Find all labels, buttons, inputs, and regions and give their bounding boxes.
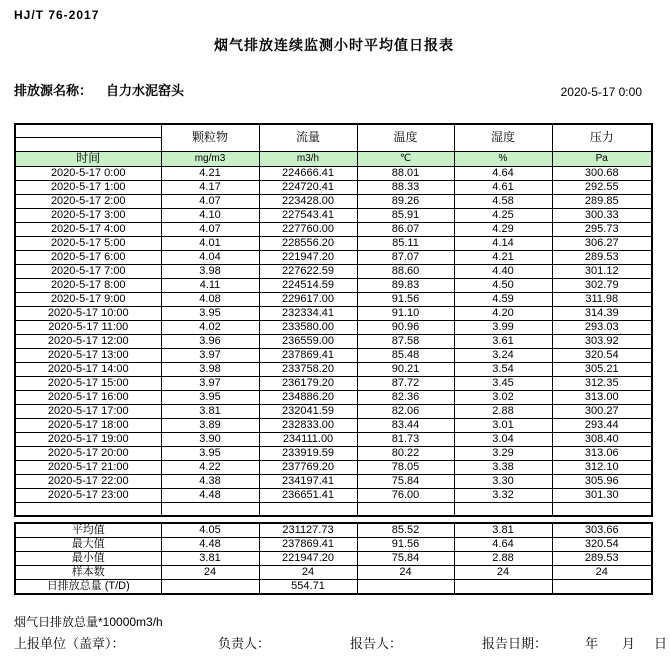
value-cell: 3.61 bbox=[454, 334, 552, 348]
value-cell: 82.36 bbox=[357, 390, 454, 404]
summary-row bbox=[15, 538, 652, 552]
table-row bbox=[15, 474, 652, 488]
table-row bbox=[15, 278, 652, 292]
value-cell: 301.12 bbox=[552, 264, 652, 278]
value-cell: 305.96 bbox=[552, 474, 652, 488]
value-cell: 221947.20 bbox=[259, 250, 357, 264]
value-cell: 233919.59 bbox=[259, 446, 357, 460]
column-header-pressure: 压力 bbox=[552, 124, 652, 151]
value-cell: 78.05 bbox=[357, 460, 454, 474]
value-cell: 3.96 bbox=[161, 334, 259, 348]
unit-pressure: Pa bbox=[552, 151, 652, 166]
table-row bbox=[15, 418, 652, 432]
value-cell: 236559.00 bbox=[259, 334, 357, 348]
value-cell: 4.08 bbox=[161, 292, 259, 306]
unit-pm: mg/m3 bbox=[161, 151, 259, 166]
value-cell: 3.99 bbox=[454, 320, 552, 334]
summary-value-cell: 2.88 bbox=[454, 552, 552, 566]
value-cell: 4.40 bbox=[454, 264, 552, 278]
time-cell: 2020-5-17 15:00 bbox=[15, 376, 161, 390]
column-header-temperature: 温度 bbox=[357, 124, 454, 151]
summary-row bbox=[15, 552, 652, 566]
empty-cell bbox=[357, 502, 454, 516]
value-cell: 3.90 bbox=[161, 432, 259, 446]
summary-rows bbox=[15, 523, 652, 594]
value-cell: 289.85 bbox=[552, 194, 652, 208]
value-cell: 82.06 bbox=[357, 404, 454, 418]
value-cell: 234111.00 bbox=[259, 432, 357, 446]
value-cell: 4.07 bbox=[161, 222, 259, 236]
time-cell: 2020-5-17 13:00 bbox=[15, 348, 161, 362]
value-cell: 4.04 bbox=[161, 250, 259, 264]
value-cell: 4.20 bbox=[454, 306, 552, 320]
value-cell: 4.21 bbox=[454, 250, 552, 264]
value-cell: 236179.20 bbox=[259, 376, 357, 390]
header-blank-top bbox=[15, 124, 161, 138]
value-cell: 236651.41 bbox=[259, 488, 357, 502]
value-cell: 3.45 bbox=[454, 376, 552, 390]
report-title: 烟气排放连续监测小时平均值日报表 bbox=[214, 37, 454, 53]
table-row bbox=[15, 250, 652, 264]
time-cell: 2020-5-17 22:00 bbox=[15, 474, 161, 488]
summary-table bbox=[14, 522, 653, 595]
value-cell: 3.89 bbox=[161, 418, 259, 432]
value-cell: 4.17 bbox=[161, 180, 259, 194]
table-row bbox=[15, 264, 652, 278]
summary-value-cell bbox=[357, 580, 454, 595]
value-cell: 4.48 bbox=[161, 488, 259, 502]
value-cell: 237769.20 bbox=[259, 460, 357, 474]
time-cell: 2020-5-17 11:00 bbox=[15, 320, 161, 334]
value-cell: 87.72 bbox=[357, 376, 454, 390]
summary-value-cell bbox=[161, 580, 259, 595]
value-cell: 4.10 bbox=[161, 208, 259, 222]
empty-cell bbox=[15, 502, 161, 516]
time-cell: 2020-5-17 14:00 bbox=[15, 362, 161, 376]
value-cell: 85.91 bbox=[357, 208, 454, 222]
table-row bbox=[15, 236, 652, 250]
unit-temperature: ℃ bbox=[357, 151, 454, 166]
summary-value-cell: 3.81 bbox=[454, 523, 552, 538]
empty-cell bbox=[259, 502, 357, 516]
summary-label: 样本数 bbox=[15, 566, 161, 580]
time-cell: 2020-5-17 17:00 bbox=[15, 404, 161, 418]
signature-line bbox=[14, 633, 668, 651]
value-cell: 91.10 bbox=[357, 306, 454, 320]
time-cell: 2020-5-17 5:00 bbox=[15, 236, 161, 250]
table-row bbox=[15, 194, 652, 208]
time-cell: 2020-5-17 16:00 bbox=[15, 390, 161, 404]
value-cell: 89.26 bbox=[357, 194, 454, 208]
table-row bbox=[15, 488, 652, 502]
summary-row bbox=[15, 523, 652, 538]
value-cell: 4.29 bbox=[454, 222, 552, 236]
time-cell: 2020-5-17 10:00 bbox=[15, 306, 161, 320]
value-cell: 88.01 bbox=[357, 166, 454, 180]
value-cell: 232334.41 bbox=[259, 306, 357, 320]
value-cell: 91.56 bbox=[357, 292, 454, 306]
year-label: 年 bbox=[585, 636, 599, 651]
summary-label: 平均值 bbox=[15, 523, 161, 538]
total-emission-note: 烟气日排放总量*10000m3/h bbox=[14, 615, 163, 629]
value-cell: 3.01 bbox=[454, 418, 552, 432]
value-cell: 300.68 bbox=[552, 166, 652, 180]
value-cell: 223428.00 bbox=[259, 194, 357, 208]
summary-value-cell: 231127.73 bbox=[259, 523, 357, 538]
source-line bbox=[14, 80, 654, 99]
time-header: 时间 bbox=[15, 151, 161, 166]
value-cell: 224666.41 bbox=[259, 166, 357, 180]
value-cell: 4.02 bbox=[161, 320, 259, 334]
source-name: 自力水泥窑头 bbox=[106, 83, 185, 98]
value-cell: 76.00 bbox=[357, 488, 454, 502]
table-row bbox=[15, 180, 652, 194]
value-cell: 90.21 bbox=[357, 362, 454, 376]
value-cell: 3.97 bbox=[161, 376, 259, 390]
summary-value-cell: 237869.41 bbox=[259, 538, 357, 552]
time-cell: 2020-5-17 4:00 bbox=[15, 222, 161, 236]
value-cell: 3.29 bbox=[454, 446, 552, 460]
value-cell: 4.07 bbox=[161, 194, 259, 208]
summary-value-cell: 24 bbox=[161, 566, 259, 580]
table-row bbox=[15, 348, 652, 362]
value-cell: 90.96 bbox=[357, 320, 454, 334]
value-cell: 87.58 bbox=[357, 334, 454, 348]
column-header-flow: 流量 bbox=[259, 124, 357, 151]
time-cell: 2020-5-17 1:00 bbox=[15, 180, 161, 194]
value-cell: 4.64 bbox=[454, 166, 552, 180]
value-cell: 4.14 bbox=[454, 236, 552, 250]
value-cell: 3.97 bbox=[161, 348, 259, 362]
value-cell: 88.33 bbox=[357, 180, 454, 194]
summary-value-cell: 24 bbox=[259, 566, 357, 580]
value-cell: 4.01 bbox=[161, 236, 259, 250]
data-rows bbox=[15, 166, 652, 502]
summary-value-cell: 3.81 bbox=[161, 552, 259, 566]
table-row bbox=[15, 166, 652, 180]
value-cell: 320.54 bbox=[552, 348, 652, 362]
day-label: 日 bbox=[654, 636, 668, 651]
value-cell: 4.25 bbox=[454, 208, 552, 222]
month-label: 月 bbox=[622, 636, 636, 651]
value-cell: 3.95 bbox=[161, 390, 259, 404]
value-cell: 81.73 bbox=[357, 432, 454, 446]
value-cell: 302.79 bbox=[552, 278, 652, 292]
summary-value-cell: 4.05 bbox=[161, 523, 259, 538]
value-cell: 303.92 bbox=[552, 334, 652, 348]
header-blank-bottom bbox=[15, 138, 161, 152]
value-cell: 228556.20 bbox=[259, 236, 357, 250]
source-label: 排放源名称： bbox=[14, 83, 93, 98]
summary-value-cell bbox=[454, 580, 552, 595]
value-cell: 227543.41 bbox=[259, 208, 357, 222]
responsible-person-label: 负责人： bbox=[218, 636, 271, 651]
value-cell: 314.39 bbox=[552, 306, 652, 320]
value-cell: 293.03 bbox=[552, 320, 652, 334]
value-cell: 80.22 bbox=[357, 446, 454, 460]
reporting-unit-label: 上报单位（盖章）： bbox=[14, 636, 125, 651]
value-cell: 3.54 bbox=[454, 362, 552, 376]
unit-humidity: % bbox=[454, 151, 552, 166]
time-cell: 2020-5-17 9:00 bbox=[15, 292, 161, 306]
summary-value-cell: 4.48 bbox=[161, 538, 259, 552]
summary-value-cell: 24 bbox=[552, 566, 652, 580]
reporter-label: 报告人： bbox=[350, 636, 403, 651]
summary-row bbox=[15, 566, 652, 580]
value-cell: 75.84 bbox=[357, 474, 454, 488]
table-row bbox=[15, 334, 652, 348]
value-cell: 229617.00 bbox=[259, 292, 357, 306]
value-cell: 308.40 bbox=[552, 432, 652, 446]
time-cell: 2020-5-17 6:00 bbox=[15, 250, 161, 264]
value-cell: 3.24 bbox=[454, 348, 552, 362]
value-cell: 3.30 bbox=[454, 474, 552, 488]
value-cell: 289.53 bbox=[552, 250, 652, 264]
value-cell: 224720.41 bbox=[259, 180, 357, 194]
value-cell: 3.95 bbox=[161, 446, 259, 460]
empty-cell bbox=[552, 502, 652, 516]
table-header bbox=[15, 124, 652, 166]
time-cell: 2020-5-17 7:00 bbox=[15, 264, 161, 278]
value-cell: 227622.59 bbox=[259, 264, 357, 278]
summary-value-cell: 24 bbox=[454, 566, 552, 580]
emission-source bbox=[14, 80, 184, 99]
value-cell: 3.98 bbox=[161, 362, 259, 376]
hourly-data-table bbox=[14, 123, 653, 517]
value-cell: 312.10 bbox=[552, 460, 652, 474]
table-row bbox=[15, 376, 652, 390]
empty-cell bbox=[454, 502, 552, 516]
value-cell: 300.33 bbox=[552, 208, 652, 222]
summary-value-cell: 554.71 bbox=[259, 580, 357, 595]
value-cell: 4.59 bbox=[454, 292, 552, 306]
value-cell: 86.07 bbox=[357, 222, 454, 236]
time-cell: 2020-5-17 3:00 bbox=[15, 208, 161, 222]
value-cell: 3.98 bbox=[161, 264, 259, 278]
time-cell: 2020-5-17 0:00 bbox=[15, 166, 161, 180]
summary-value-cell: 303.66 bbox=[552, 523, 652, 538]
value-cell: 232041.59 bbox=[259, 404, 357, 418]
value-cell: 232833.00 bbox=[259, 418, 357, 432]
table-row bbox=[15, 446, 652, 460]
time-cell: 2020-5-17 18:00 bbox=[15, 418, 161, 432]
value-cell: 227760.00 bbox=[259, 222, 357, 236]
value-cell: 3.38 bbox=[454, 460, 552, 474]
time-cell: 2020-5-17 8:00 bbox=[15, 278, 161, 292]
column-header-pm: 颗粒物 bbox=[161, 124, 259, 151]
value-cell: 237869.41 bbox=[259, 348, 357, 362]
value-cell: 85.48 bbox=[357, 348, 454, 362]
report-datetime: 2020-5-17 0:00 bbox=[560, 85, 642, 99]
value-cell: 305.21 bbox=[552, 362, 652, 376]
value-cell: 300.27 bbox=[552, 404, 652, 418]
table-row bbox=[15, 404, 652, 418]
summary-row bbox=[15, 580, 652, 595]
value-cell: 4.21 bbox=[161, 166, 259, 180]
time-cell: 2020-5-17 19:00 bbox=[15, 432, 161, 446]
value-cell: 233758.20 bbox=[259, 362, 357, 376]
value-cell: 3.95 bbox=[161, 306, 259, 320]
summary-label: 最大值 bbox=[15, 538, 161, 552]
value-cell: 301.30 bbox=[552, 488, 652, 502]
summary-value-cell: 75.84 bbox=[357, 552, 454, 566]
value-cell: 224514.59 bbox=[259, 278, 357, 292]
value-cell: 4.11 bbox=[161, 278, 259, 292]
summary-value-cell: 85.52 bbox=[357, 523, 454, 538]
value-cell: 83.44 bbox=[357, 418, 454, 432]
value-cell: 89.83 bbox=[357, 278, 454, 292]
value-cell: 306.27 bbox=[552, 236, 652, 250]
spacer-row-body bbox=[15, 502, 652, 516]
value-cell: 3.02 bbox=[454, 390, 552, 404]
summary-value-cell: 289.53 bbox=[552, 552, 652, 566]
standard-number: HJ/T 76-2017 bbox=[14, 8, 100, 22]
summary-value-cell bbox=[552, 580, 652, 595]
value-cell: 312.35 bbox=[552, 376, 652, 390]
column-header-humidity: 湿度 bbox=[454, 124, 552, 151]
value-cell: 3.81 bbox=[161, 404, 259, 418]
time-cell: 2020-5-17 21:00 bbox=[15, 460, 161, 474]
summary-value-cell: 24 bbox=[357, 566, 454, 580]
table-row bbox=[15, 320, 652, 334]
table-row bbox=[15, 432, 652, 446]
unit-row bbox=[15, 151, 652, 166]
value-cell: 3.32 bbox=[454, 488, 552, 502]
table-row bbox=[15, 222, 652, 236]
time-cell: 2020-5-17 20:00 bbox=[15, 446, 161, 460]
value-cell: 3.04 bbox=[454, 432, 552, 446]
report-date-label: 报告日期： bbox=[482, 636, 548, 651]
header-row-top bbox=[15, 124, 652, 138]
value-cell: 234886.20 bbox=[259, 390, 357, 404]
value-cell: 4.22 bbox=[161, 460, 259, 474]
value-cell: 4.58 bbox=[454, 194, 552, 208]
table-row bbox=[15, 208, 652, 222]
summary-value-cell: 4.64 bbox=[454, 538, 552, 552]
time-cell: 2020-5-17 2:00 bbox=[15, 194, 161, 208]
summary-value-cell: 91.56 bbox=[357, 538, 454, 552]
value-cell: 292.55 bbox=[552, 180, 652, 194]
value-cell: 313.00 bbox=[552, 390, 652, 404]
summary-label: 最小值 bbox=[15, 552, 161, 566]
value-cell: 85.11 bbox=[357, 236, 454, 250]
value-cell: 295.73 bbox=[552, 222, 652, 236]
table-row bbox=[15, 306, 652, 320]
empty-cell bbox=[161, 502, 259, 516]
table-row bbox=[15, 292, 652, 306]
value-cell: 88.60 bbox=[357, 264, 454, 278]
value-cell: 4.61 bbox=[454, 180, 552, 194]
summary-label: 日排放总量 (T/D) bbox=[15, 580, 161, 595]
summary-value-cell: 221947.20 bbox=[259, 552, 357, 566]
value-cell: 313.06 bbox=[552, 446, 652, 460]
value-cell: 311.98 bbox=[552, 292, 652, 306]
value-cell: 4.50 bbox=[454, 278, 552, 292]
unit-flow: m3/h bbox=[259, 151, 357, 166]
value-cell: 4.38 bbox=[161, 474, 259, 488]
table-row bbox=[15, 460, 652, 474]
time-cell: 2020-5-17 23:00 bbox=[15, 488, 161, 502]
value-cell: 234197.41 bbox=[259, 474, 357, 488]
table-row bbox=[15, 390, 652, 404]
value-cell: 2.88 bbox=[454, 404, 552, 418]
time-cell: 2020-5-17 12:00 bbox=[15, 334, 161, 348]
summary-value-cell: 320.54 bbox=[552, 538, 652, 552]
value-cell: 87.07 bbox=[357, 250, 454, 264]
value-cell: 233580.00 bbox=[259, 320, 357, 334]
empty-row bbox=[15, 502, 652, 516]
table-row bbox=[15, 362, 652, 376]
value-cell: 293.44 bbox=[552, 418, 652, 432]
